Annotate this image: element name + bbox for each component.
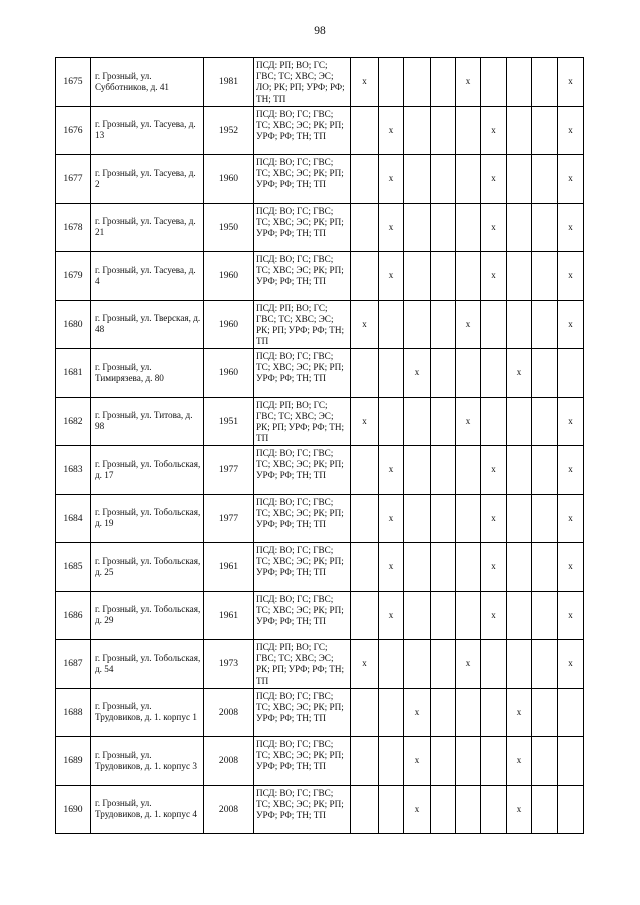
mark-cell: x [558,494,584,543]
mark-cell [507,203,532,252]
mark-cell: x [558,446,584,495]
mark-cell [532,543,558,592]
services-cell: ПСД: ВО; ГС; ГВС; ТС; ХВС; ЭС; РК; РП; УРФ; РФ; ТН; ТП [254,203,351,252]
table-row [56,446,584,495]
address-cell: г. Грозный, ул. Тасуева, д. 2 [91,155,204,204]
mark-cell [481,349,507,398]
mark-cell [404,543,431,592]
address-cell: г. Грозный, ул. Тобольская, д. 54 [91,640,204,689]
row-number-cell: 1679 [56,252,91,301]
mark-cell: x [404,688,431,737]
mark-cell: x [351,300,379,349]
table-row [56,349,584,398]
mark-cell [481,58,507,107]
mark-cell: x [379,155,404,204]
mark-cell [456,737,481,786]
row-number-cell: 1683 [56,446,91,495]
mark-cell: x [456,640,481,689]
mark-cell: x [481,446,507,495]
mark-cell: x [558,300,584,349]
mark-cell [431,203,456,252]
mark-cell: x [379,106,404,155]
mark-cell [351,494,379,543]
mark-cell [532,737,558,786]
mark-cell: x [558,155,584,204]
mark-cell: x [558,58,584,107]
mark-cell [532,252,558,301]
mark-cell: x [558,640,584,689]
mark-cell [404,58,431,107]
mark-cell: x [481,494,507,543]
table-row [56,591,584,640]
year-built-cell: 1960 [204,349,254,398]
mark-cell: x [507,737,532,786]
year-built-cell: 1961 [204,543,254,592]
mark-cell [431,494,456,543]
row-number-cell: 1677 [56,155,91,204]
mark-cell [532,591,558,640]
mark-cell [532,106,558,155]
mark-cell [351,737,379,786]
mark-cell [507,300,532,349]
mark-cell [431,397,456,446]
mark-cell: x [404,737,431,786]
table-row [56,688,584,737]
mark-cell: x [558,203,584,252]
mark-cell [404,494,431,543]
row-number-cell: 1688 [56,688,91,737]
address-cell: г. Грозный, ул. Трудовиков, д. 1. корпус 4 [91,785,204,834]
mark-cell [351,688,379,737]
mark-cell [351,543,379,592]
mark-cell [404,591,431,640]
mark-cell [431,688,456,737]
mark-cell [456,543,481,592]
mark-cell [379,397,404,446]
address-cell: г. Грозный, ул. Тобольская, д. 25 [91,543,204,592]
services-cell: ПСД: РП; ВО; ГС; ГВС; ТС; ХВС; ЭС; ЛО; РК; РП; УРФ; РФ; ТН; ТП [254,58,351,107]
mark-cell [481,737,507,786]
mark-cell: x [558,106,584,155]
services-cell: ПСД: ВО; ГС; ГВС; ТС; ХВС; ЭС; РК; РП; УРФ; РФ; ТН; ТП [254,106,351,155]
row-number-cell: 1690 [56,785,91,834]
services-cell: ПСД: ВО; ГС; ГВС; ТС; ХВС; ЭС; РК; РП; УРФ; РФ; ТН; ТП [254,349,351,398]
mark-cell [481,688,507,737]
mark-cell [456,446,481,495]
services-cell: ПСД: ВО; ГС; ГВС; ТС; ХВС; ЭС; РК; РП; УРФ; РФ; ТН; ТП [254,494,351,543]
mark-cell [379,58,404,107]
address-cell: г. Грозный, ул. Тасуева, д. 13 [91,106,204,155]
year-built-cell: 1961 [204,591,254,640]
services-cell: ПСД: ВО; ГС; ГВС; ТС; ХВС; ЭС; РК; РП; УРФ; РФ; ТН; ТП [254,155,351,204]
year-built-cell: 2008 [204,785,254,834]
mark-cell: x [379,203,404,252]
mark-cell [431,446,456,495]
mark-cell: x [481,155,507,204]
page-number: 98 [314,25,326,37]
year-built-cell: 1952 [204,106,254,155]
mark-cell [558,737,584,786]
mark-cell [351,785,379,834]
mark-cell [532,349,558,398]
mark-cell [507,494,532,543]
mark-cell [379,785,404,834]
mark-cell: x [351,397,379,446]
mark-cell [456,252,481,301]
services-cell: ПСД: РП; ВО; ГС; ГВС; ТС; ХВС; ЭС; РК; РП; УРФ; РФ; ТН; ТП [254,397,351,446]
mark-cell: x [379,446,404,495]
mark-cell [379,640,404,689]
mark-cell [431,543,456,592]
address-cell: г. Грозный, ул. Тасуева, д. 4 [91,252,204,301]
mark-cell [404,300,431,349]
mark-cell [507,106,532,155]
mark-cell [431,349,456,398]
mark-cell: x [481,543,507,592]
mark-cell [481,640,507,689]
services-cell: ПСД: ВО; ГС; ГВС; ТС; ХВС; ЭС; РК; РП; УРФ; РФ; ТН; ТП [254,446,351,495]
table-row [56,543,584,592]
mark-cell: x [456,300,481,349]
mark-cell [558,785,584,834]
mark-cell [351,591,379,640]
address-cell: г. Грозный, ул. Тимирязева, д. 80 [91,349,204,398]
mark-cell: x [507,785,532,834]
mark-cell [431,252,456,301]
housing-table [55,57,584,834]
mark-cell [532,640,558,689]
year-built-cell: 1977 [204,494,254,543]
mark-cell [532,785,558,834]
mark-cell: x [404,785,431,834]
year-built-cell: 1951 [204,397,254,446]
mark-cell [558,688,584,737]
mark-cell [558,349,584,398]
mark-cell [404,252,431,301]
mark-cell: x [351,58,379,107]
row-number-cell: 1686 [56,591,91,640]
mark-cell [404,155,431,204]
mark-cell [456,688,481,737]
address-cell: г. Грозный, ул. Тобольская, д. 19 [91,494,204,543]
mark-cell [456,106,481,155]
mark-cell [456,494,481,543]
mark-cell [379,737,404,786]
services-cell: ПСД: ВО; ГС; ГВС; ТС; ХВС; ЭС; РК; РП; УРФ; РФ; ТН; ТП [254,785,351,834]
table-row [56,300,584,349]
mark-cell [379,688,404,737]
mark-cell: x [558,591,584,640]
mark-cell [532,58,558,107]
mark-cell [532,155,558,204]
mark-cell [351,155,379,204]
address-cell: г. Грозный, ул. Трудовиков, д. 1. корпус 3 [91,737,204,786]
services-cell: ПСД: ВО; ГС; ГВС; ТС; ХВС; ЭС; РК; РП; УРФ; РФ; ТН; ТП [254,591,351,640]
mark-cell: x [456,397,481,446]
year-built-cell: 2008 [204,688,254,737]
mark-cell [404,446,431,495]
table-row [56,58,584,107]
mark-cell [532,300,558,349]
mark-cell: x [558,397,584,446]
mark-cell [404,640,431,689]
mark-cell [507,58,532,107]
row-number-cell: 1676 [56,106,91,155]
row-number-cell: 1680 [56,300,91,349]
mark-cell [404,106,431,155]
mark-cell [456,155,481,204]
row-number-cell: 1678 [56,203,91,252]
row-number-cell: 1682 [56,397,91,446]
table-body [56,58,584,834]
mark-cell [532,688,558,737]
mark-cell: x [481,591,507,640]
mark-cell [507,543,532,592]
year-built-cell: 1973 [204,640,254,689]
mark-cell [431,785,456,834]
mark-cell [431,640,456,689]
address-cell: г. Грозный, ул. Тасуева, д. 21 [91,203,204,252]
services-cell: ПСД: ВО; ГС; ГВС; ТС; ХВС; ЭС; РК; РП; УРФ; РФ; ТН; ТП [254,688,351,737]
mark-cell [507,640,532,689]
mark-cell: x [379,591,404,640]
row-number-cell: 1681 [56,349,91,398]
row-number-cell: 1687 [56,640,91,689]
mark-cell [456,203,481,252]
mark-cell [351,203,379,252]
year-built-cell: 1981 [204,58,254,107]
address-cell: г. Грозный, ул. Тобольская, д. 29 [91,591,204,640]
mark-cell: x [379,494,404,543]
mark-cell: x [481,203,507,252]
mark-cell: x [558,543,584,592]
mark-cell [351,349,379,398]
services-cell: ПСД: ВО; ГС; ГВС; ТС; ХВС; ЭС; РК; РП; УРФ; РФ; ТН; ТП [254,737,351,786]
address-cell: г. Грозный, ул. Тверская, д. 48 [91,300,204,349]
mark-cell [507,591,532,640]
row-number-cell: 1689 [56,737,91,786]
services-cell: ПСД: РП; ВО; ГС; ГВС; ТС; ХВС; ЭС; РК; РП; УРФ; РФ; ТН; ТП [254,300,351,349]
year-built-cell: 1977 [204,446,254,495]
mark-cell [404,203,431,252]
mark-cell [507,155,532,204]
row-number-cell: 1675 [56,58,91,107]
year-built-cell: 1960 [204,300,254,349]
mark-cell [532,203,558,252]
mark-cell [456,349,481,398]
services-cell: ПСД: ВО; ГС; ГВС; ТС; ХВС; ЭС; РК; РП; УРФ; РФ; ТН; ТП [254,252,351,301]
mark-cell [431,155,456,204]
mark-cell: x [481,106,507,155]
mark-cell [507,252,532,301]
mark-cell [379,349,404,398]
table-row [56,106,584,155]
mark-cell [532,494,558,543]
mark-cell [431,106,456,155]
year-built-cell: 1960 [204,252,254,301]
mark-cell [481,300,507,349]
mark-cell [507,446,532,495]
mark-cell: x [379,543,404,592]
services-cell: ПСД: ВО; ГС; ГВС; ТС; ХВС; ЭС; РК; РП; УРФ; РФ; ТН; ТП [254,543,351,592]
services-cell: ПСД: РП; ВО; ГС; ГВС; ТС; ХВС; ЭС; РК; РП; УРФ; РФ; ТН; ТП [254,640,351,689]
mark-cell: x [507,349,532,398]
mark-cell [431,591,456,640]
address-cell: г. Грозный, ул. Субботников, д. 41 [91,58,204,107]
table-row [56,397,584,446]
row-number-cell: 1684 [56,494,91,543]
year-built-cell: 1960 [204,155,254,204]
mark-cell: x [351,640,379,689]
mark-cell [404,397,431,446]
mark-cell [481,397,507,446]
mark-cell: x [456,58,481,107]
table-row [56,155,584,204]
table-row [56,785,584,834]
mark-cell [481,785,507,834]
mark-cell [431,58,456,107]
mark-cell [532,446,558,495]
address-cell: г. Грозный, ул. Тобольская, д. 17 [91,446,204,495]
address-cell: г. Грозный, ул. Титова, д. 98 [91,397,204,446]
mark-cell [532,397,558,446]
mark-cell [351,446,379,495]
mark-cell: x [404,349,431,398]
mark-cell: x [558,252,584,301]
mark-cell: x [481,252,507,301]
mark-cell [431,737,456,786]
mark-cell [431,300,456,349]
mark-cell: x [507,688,532,737]
year-built-cell: 1950 [204,203,254,252]
mark-cell: x [379,252,404,301]
table-row [56,640,584,689]
year-built-cell: 2008 [204,737,254,786]
mark-cell [507,397,532,446]
table-row [56,494,584,543]
table-row [56,203,584,252]
row-number-cell: 1685 [56,543,91,592]
mark-cell [351,252,379,301]
mark-cell [456,591,481,640]
address-cell: г. Грозный, ул. Трудовиков, д. 1. корпус 1 [91,688,204,737]
mark-cell [351,106,379,155]
table-row [56,737,584,786]
mark-cell [456,785,481,834]
table-row [56,252,584,301]
mark-cell [379,300,404,349]
